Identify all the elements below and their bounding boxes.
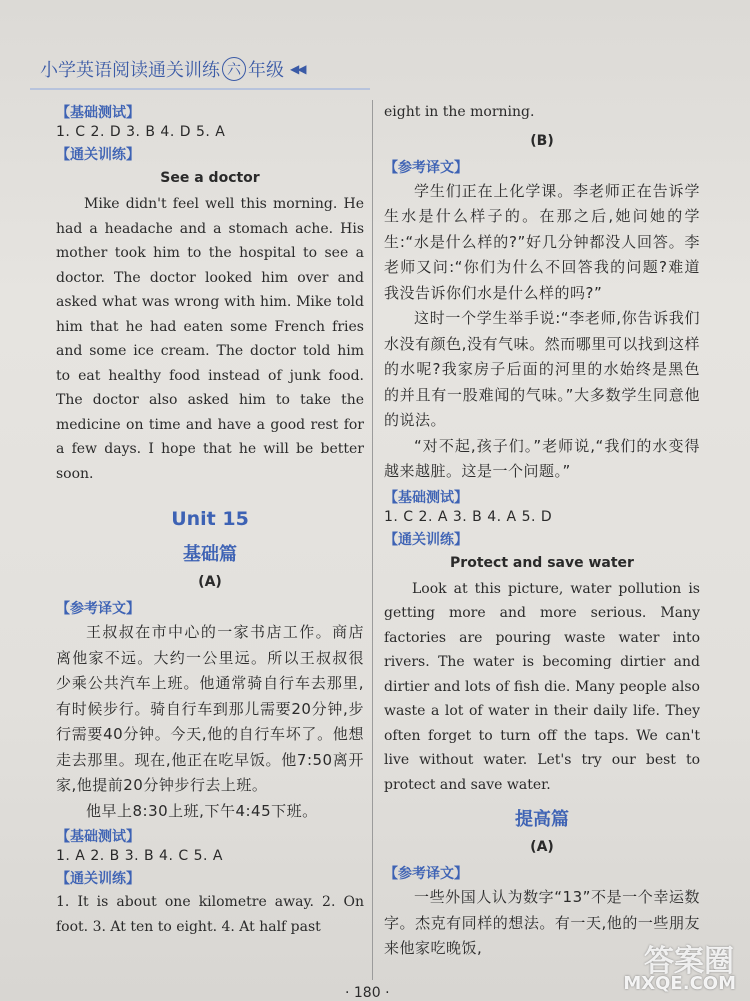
translation-paragraph: 王叔叔在市中心的一家书店工作。商店离他家不远。大约一公里远。所以王叔叔很少乘公共汽车上班。他通常骑自行车去那里,有时候步行。骑自行车到那儿需要20分钟,步行需要40分钟。今天,他的自行车坏了。他想走去那里。现在,他正在吃早饭。他7:50离开家,他提前20分钟步行去上班。 [56, 623, 364, 794]
book-header [40, 52, 360, 86]
tag-pass-training: 【通关训练】 [56, 147, 140, 163]
section-title: 基础篇 [183, 544, 237, 565]
story-title: See a doctor [160, 170, 260, 186]
page-number: · 180 · [345, 985, 390, 1001]
translation-paragraph: 学生们正在上化学课。李老师正在告诉学生水是什么样子的。在那之后,她问她的学生:“水是什么样的?”好几分钟都没人回答。李老师又问:“你们为什么不回答我的问题?难道我没告诉你们水是什么样的吗?” [384, 181, 700, 302]
tag-pass-training: 【通关训练】 [384, 531, 468, 548]
tag-pass-training: 【通关训练】 [56, 871, 140, 887]
part-label: (A) [530, 839, 554, 855]
tag-basic-test: 【基础测试】 [56, 829, 140, 845]
watermark-url: MXQE.COM [623, 973, 736, 994]
translation-paragraph: 他早上8:30上班,下午4:45下班。 [86, 801, 318, 820]
part-label: (A) [198, 574, 222, 590]
answer-line: 1. C 2. D 3. B 4. D 5. A [56, 124, 226, 140]
part-label: (B) [530, 132, 554, 149]
section-title: 提高篇 [515, 809, 569, 830]
column-divider [372, 100, 373, 980]
tag-basic-test: 【基础测试】 [384, 489, 468, 506]
translation-paragraph: “对不起,孩子们。”老师说,“我们的水变得越来越脏。这是一个问题。” [384, 436, 700, 480]
header-arrow-icon: ◀◀ [290, 62, 305, 76]
header-title: 小学英语阅读通关训练 [40, 60, 220, 81]
left-column [56, 100, 364, 939]
tag-basic-test: 【基础测试】 [56, 105, 140, 121]
translation-paragraph: 一些外国人认为数字“13”不是一个幸运数字。杰克有同样的想法。有一天,他的一些朋友来他家吃晚饭, [384, 888, 700, 957]
tag-reference-translation: 【参考译文】 [384, 866, 468, 882]
essay-title: Protect and save water [450, 554, 634, 571]
header-rule [30, 88, 370, 90]
essay-paragraph: Look at this picture, water pollution is getting more and more serious. Many factories are pouring waste water into rivers. The water is becoming dirtier and dirtier and lots of fish die. Many people also waste a lot of water in their daily life. They often forget to turn off the taps. We can't live without water. Let's try our best to protect and save water. [384, 580, 700, 793]
tag-reference-translation: 【参考译文】 [384, 159, 468, 176]
grade-badge: 六 [222, 57, 246, 81]
tag-reference-translation: 【参考译文】 [56, 601, 140, 617]
right-column [384, 100, 700, 962]
answer-continued: eight in the morning. [384, 104, 535, 120]
story-paragraph: Mike didn't feel well this morning. He had a headache and a stomach ache. His mother took him to the hospital to see a doctor. The doctor looked him over and asked what was wrong with him. Mike told him that he had eaten some French fries and some ice cream. The doctor told him to eat healthy food instead of junk food. The doctor also asked him to take the medicine on time and have a good rest for a few days. I hope that he will be better soon. [56, 196, 364, 482]
header-title-suffix: 年级 [248, 60, 284, 81]
answer-line: 1. C 2. A 3. B 4. A 5. D [384, 508, 553, 525]
watermark-logo: 答案圈 [644, 944, 734, 979]
answer-text: 1. It is about one kilometre away. 2. On foot. 3. At ten to eight. 4. At half past [56, 894, 364, 935]
watermark [612, 936, 742, 994]
unit-title: Unit 15 [171, 508, 249, 530]
answer-line: 1. A 2. B 3. B 4. C 5. A [56, 848, 223, 864]
translation-paragraph: 这时一个学生举手说:“李老师,你告诉我们水没有颜色,没有气味。然而哪里可以找到这样的水呢?我家房子后面的河里的水始终是黑色的并且有一股难闻的气味。”大多数学生同意他的说法。 [384, 309, 700, 429]
